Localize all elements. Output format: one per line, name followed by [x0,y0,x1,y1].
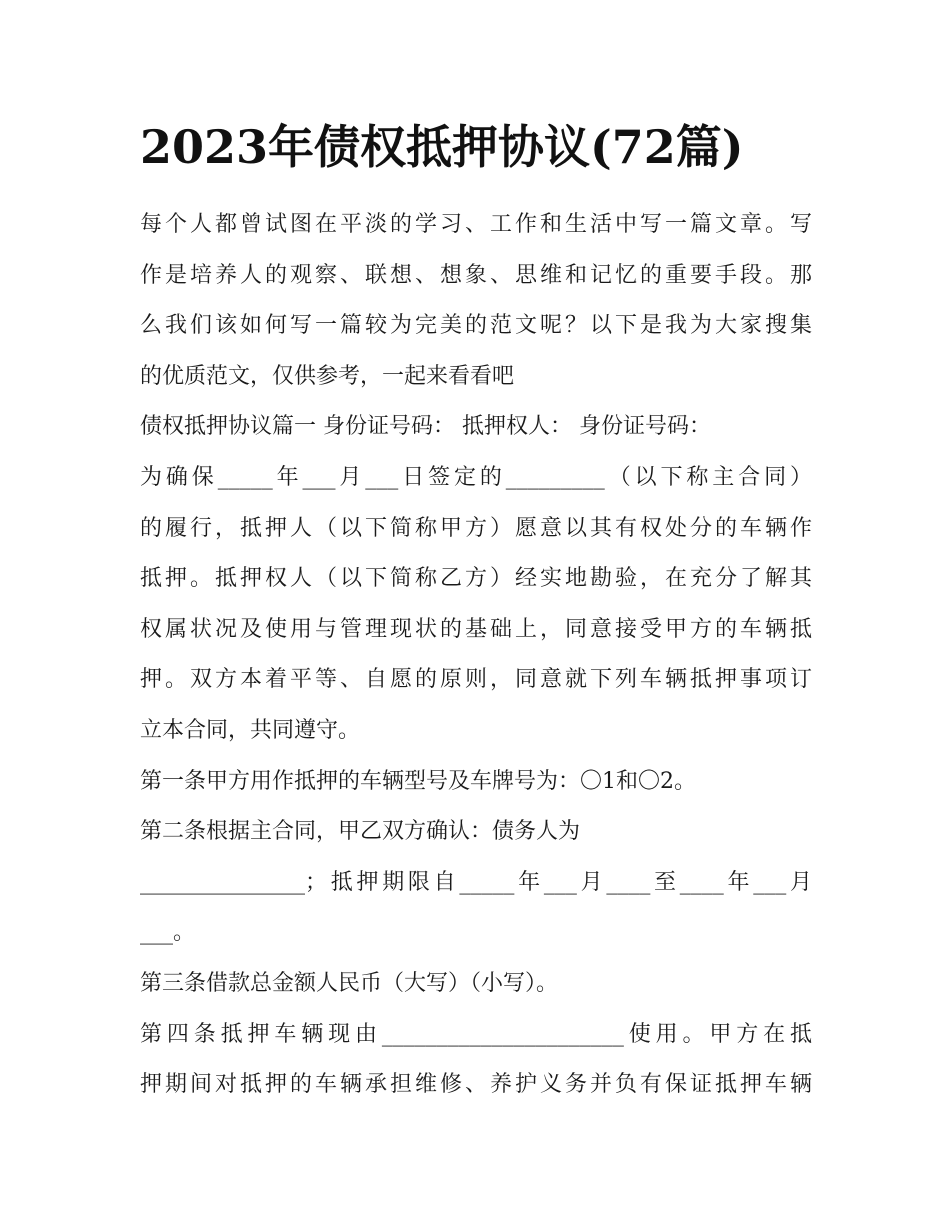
paragraph-line: 押期间对抵押的车辆承担维修、养护义务并负有保证抵押车辆 [140,1072,812,1098]
paragraph-line: 债权抵押协议篇一 身份证号码： 抵押权人： 身份证号码： [140,414,711,440]
paragraph-line: 作是培养人的观察、联想、想象、思维和记忆的重要手段。那 [140,262,812,288]
paragraph-line: 第一条甲方用作抵押的车辆型号及车牌号为：〇1和〇2。 [140,768,696,794]
paragraph-line: 的履行，抵押人（以下简称甲方）愿意以其有权处分的车辆作 [140,515,812,541]
paragraph-line: 立本合同，共同遵守。 [140,717,361,743]
paragraph-line: 权属状况及使用与管理现状的基础上，同意接受甲方的车辆抵 [140,616,812,642]
document-title: 2023年债权抵押协议(72篇) [140,120,744,174]
paragraph-line: 第三条借款总金额人民币（大写）（小写）。 [140,970,559,996]
paragraph-line: 为确保_____年___月___日签定的_________（以下称主合同） [140,464,812,490]
paragraph-line: 抵押。抵押权人（以下简称乙方）经实地勘验，在充分了解其 [140,566,812,592]
paragraph-line: 第二条根据主合同，甲乙双方确认：债务人为 [140,819,581,845]
paragraph-line: 的优质范文，仅供参考，一起来看看吧 [140,363,515,389]
document-body [140,200,812,1111]
paragraph-line: 每个人都曾试图在平淡的学习、工作和生活中写一篇文章。写 [140,212,812,237]
paragraph-line: 押。双方本着平等、自愿的原则，同意就下列车辆抵押事项订 [140,667,812,693]
paragraph-line: _______________；抵押期限自_____年___月____至____年___月 [140,869,812,895]
paragraph-line: 么我们该如何写一篇较为完美的范文呢？以下是我为大家搜集 [140,313,812,339]
paragraph-line: 第四条抵押车辆现由______________________使用。甲方在抵 [140,1021,812,1047]
paragraph-line: ___。 [140,920,196,946]
